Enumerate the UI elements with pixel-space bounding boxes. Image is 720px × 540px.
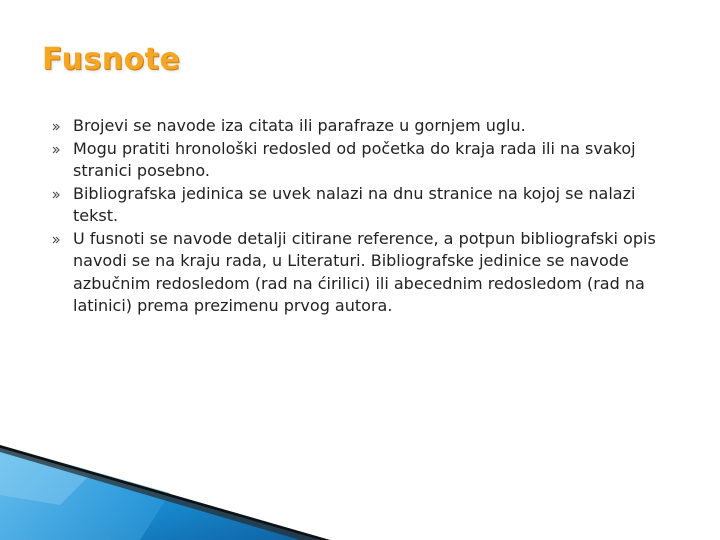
bullet-text: Mogu pratiti hronološki redosled od početka do kraja rada ili na svakoj stranici posebno. (73, 138, 636, 180)
bullet-text: Brojevi se navode iza citata ili parafraze u gornjem uglu. (73, 116, 526, 135)
arrow-bullet-icon (52, 191, 60, 199)
bullet-list (52, 115, 662, 318)
arrow-bullet-icon (52, 236, 60, 244)
bullet-text: U fusnoti se navode detalji citirane reference, a potpun bibliografski opis navodi se na kraju rada, u Literaturi. Bibliografske jedinice se navode azbučnim redosledom (rad na ćirilici) ili abecednim redosledom (rad na latinici) prema prezimenu prvog autora. (73, 228, 656, 315)
arrow-bullet-icon (52, 123, 60, 131)
corner-decoration (0, 445, 330, 540)
bullet-item (52, 183, 662, 228)
bullet-text: Bibliografska jedinica se uvek nalazi na dnu stranice na kojoj se nalazi tekst. (73, 183, 636, 225)
bullet-item (52, 115, 662, 138)
bullet-item (52, 138, 662, 183)
slide-title: Fusnote (42, 42, 181, 77)
arrow-bullet-icon (52, 146, 60, 154)
bullet-item (52, 228, 662, 318)
